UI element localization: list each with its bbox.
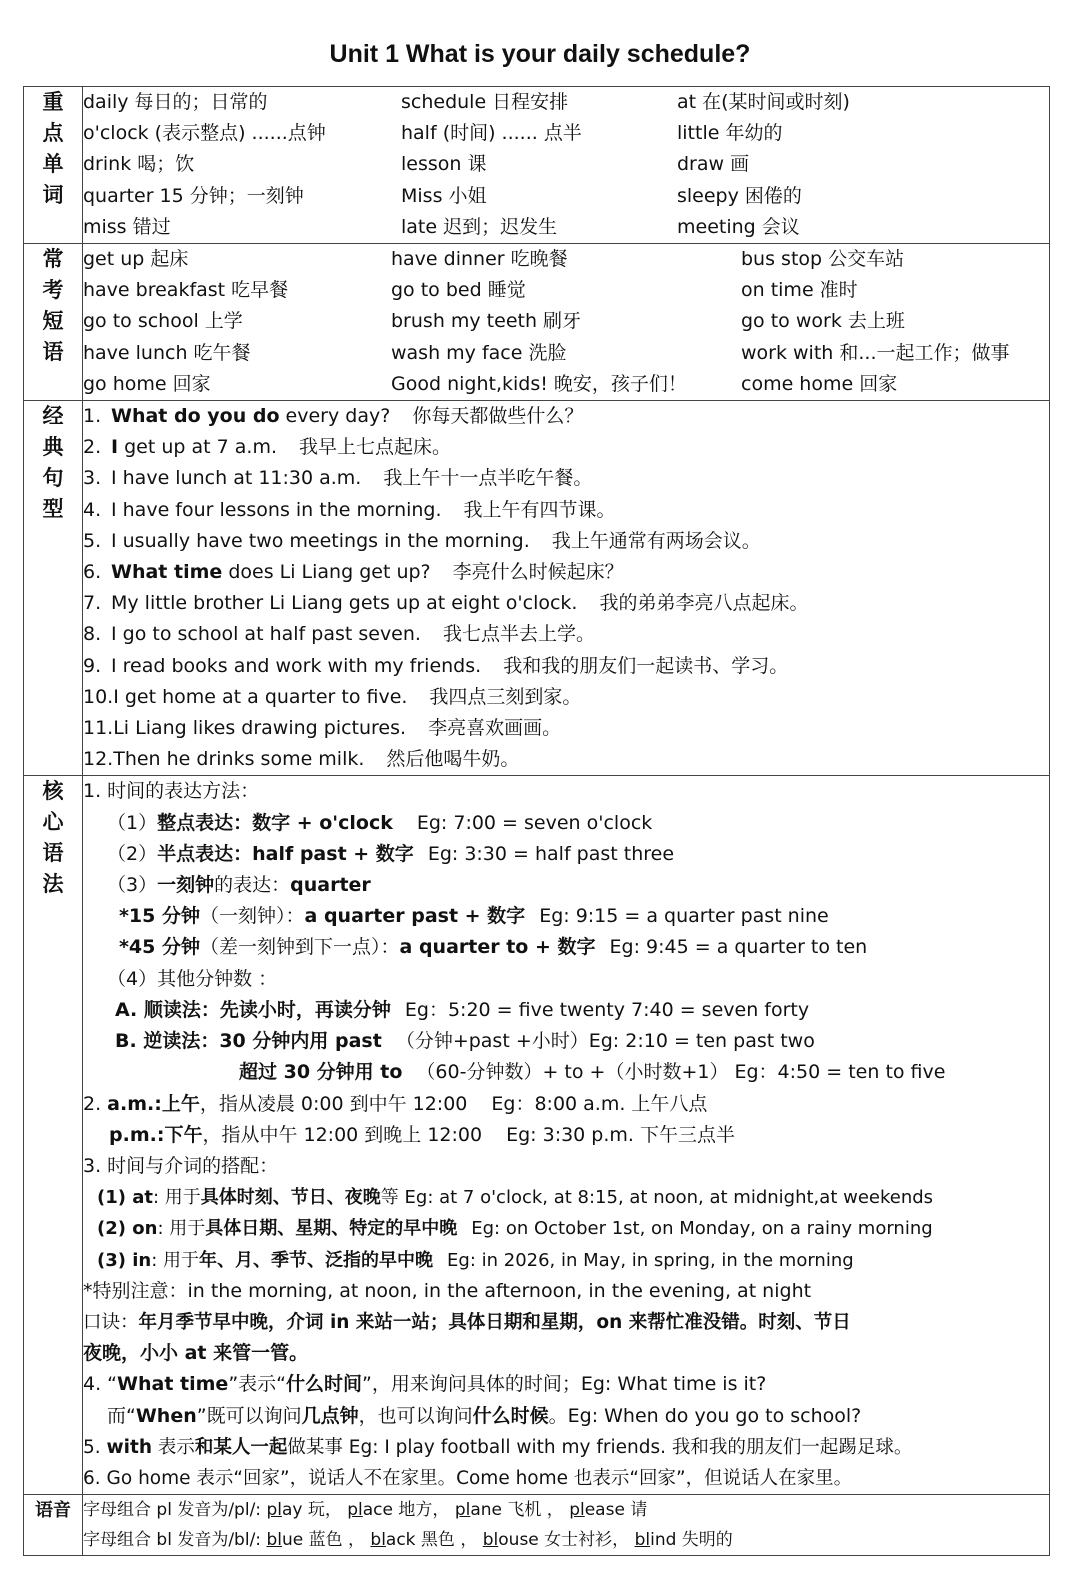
word-entry: miss 错过 bbox=[83, 215, 171, 238]
sentence-number: 5. bbox=[83, 529, 102, 552]
sentence-item bbox=[83, 526, 1049, 557]
grammar-line bbox=[83, 839, 1049, 870]
sentence-chinese: 我上午通常有两场会议。 bbox=[551, 529, 761, 552]
word-entry: daily 每日的；日常的 bbox=[83, 91, 268, 113]
grammar-text: *45 分钟 bbox=[119, 936, 200, 959]
phonics-rule: 字母组合 pl 发音为/pl/: bbox=[83, 1500, 262, 1521]
sentence-number: 8. bbox=[83, 623, 102, 646]
phonics-letters: pl bbox=[347, 1500, 363, 1521]
sentence-english: I have lunch at 11:30 a.m. bbox=[111, 467, 362, 490]
phonics-letters: bl bbox=[634, 1530, 651, 1551]
grammar-line bbox=[83, 1276, 1049, 1307]
phonics-letters: pl bbox=[454, 1500, 471, 1521]
grammar-line bbox=[83, 1151, 1049, 1182]
section-label-char: 单 bbox=[42, 152, 64, 176]
section-label-char: 常 bbox=[42, 247, 64, 272]
phonics-word bbox=[569, 1500, 625, 1520]
phonics-rest: ind bbox=[650, 1530, 677, 1551]
sentence-english: get up at 7 a.m. bbox=[118, 436, 277, 459]
grammar-text: ，也可以询问 bbox=[358, 1404, 473, 1427]
phonics-rest: ack bbox=[385, 1530, 416, 1551]
grammar-text: Eg: 9:45 = a quarter to ten bbox=[609, 936, 868, 959]
phonics-word bbox=[347, 1500, 393, 1520]
grammar-text: : 用于 bbox=[157, 1218, 206, 1240]
grammar-text: （差一刻钟到下一点）： bbox=[200, 936, 400, 959]
study-table bbox=[23, 86, 1050, 1556]
sentence-chinese: 李亮喜欢画画。 bbox=[428, 717, 562, 740]
sentence-item bbox=[83, 651, 1049, 682]
sentence-keyword: What time bbox=[111, 561, 223, 584]
phonics-rest: ay bbox=[281, 1500, 303, 1521]
phrase-entry: work with 和...一起工作；做事 bbox=[741, 341, 1010, 364]
grammar-line bbox=[83, 1026, 1049, 1057]
grammar-line bbox=[83, 1057, 1049, 1088]
grammar-text: ”表示“ bbox=[228, 1373, 286, 1396]
grammar-text: ，指从中午 12:00 到晚上 12:00 bbox=[202, 1123, 483, 1146]
grammar-text: 一刻钟 bbox=[157, 874, 215, 897]
phrase-entry: on time 准时 bbox=[741, 279, 858, 302]
phrase-entry: bus stop 公交车站 bbox=[741, 248, 905, 271]
grammar-text: 和某人一起 bbox=[194, 1436, 288, 1458]
phonics-letters: bl bbox=[266, 1530, 282, 1551]
phrase-entry: get up 起床 bbox=[83, 248, 189, 271]
word-entry: draw 画 bbox=[677, 153, 750, 176]
grammar-text: ，指从凌晨 0:00 到中午 12:00 bbox=[199, 1092, 468, 1115]
sentence-number: 6. bbox=[83, 561, 102, 584]
phrase-entry: Good night,kids! 晚安，孩子们！ bbox=[391, 372, 687, 395]
grammar-line bbox=[83, 1245, 1049, 1276]
section-label-char: 核 bbox=[42, 779, 64, 804]
sentence-item bbox=[83, 463, 1049, 494]
sentence-number: 1. bbox=[83, 405, 102, 428]
phrase-entry: go home 回家 bbox=[83, 372, 211, 395]
sentence-english: I get home at a quarter to five. bbox=[113, 685, 408, 708]
grammar-text: 下午 bbox=[164, 1123, 203, 1146]
phonics-meaning: 蓝色 ， bbox=[303, 1530, 365, 1551]
grammar-text: What time bbox=[117, 1373, 229, 1396]
sentences-row bbox=[24, 401, 1050, 776]
grammar-text: 5. bbox=[83, 1436, 107, 1458]
grammar-text: 超过 30 分钟用 to bbox=[239, 1061, 403, 1084]
phonics-rest: ouse bbox=[498, 1530, 539, 1551]
grammar-line bbox=[83, 901, 1049, 932]
grammar-line bbox=[83, 1182, 1049, 1213]
grammar-text: a quarter to + 数字 bbox=[399, 936, 596, 959]
phonics-word bbox=[635, 1530, 677, 1550]
words-section-label bbox=[24, 87, 83, 244]
sentence-english: My little brother Li Liang gets up at eight o'clock. bbox=[111, 592, 578, 615]
phrase-entry: brush my teeth 刷牙 bbox=[391, 310, 582, 333]
sentence-item bbox=[83, 619, 1049, 650]
grammar-text: Eg: on October 1st, on Monday, on a rainy morning bbox=[471, 1218, 933, 1240]
sentence-item bbox=[83, 744, 1049, 775]
grammar-text: 整点表达：数字 + o'clock bbox=[157, 811, 393, 834]
sentence-number: 12. bbox=[83, 748, 114, 771]
sentence-item bbox=[83, 495, 1049, 526]
sentence-chinese: 你每天都做些什么？ bbox=[412, 405, 584, 428]
section-label-char: 经 bbox=[42, 404, 64, 429]
sentence-english: I go to school at half past seven. bbox=[111, 623, 421, 646]
phonics-letters: pl bbox=[569, 1500, 585, 1521]
sentence-english: Li Liang likes drawing pictures. bbox=[113, 717, 407, 740]
phonics-meaning: 地方， bbox=[393, 1500, 450, 1521]
grammar-text: 几点钟 bbox=[301, 1404, 359, 1427]
grammar-text: When bbox=[135, 1404, 197, 1427]
word-entry: late 迟到；迟发生 bbox=[401, 215, 558, 238]
phrase-entry: go to school 上学 bbox=[83, 310, 243, 333]
sentence-number: 3. bbox=[83, 467, 102, 490]
phonics-word bbox=[455, 1500, 502, 1520]
grammar-text: 做某事 Eg: I play football with my friends. 我和我的朋友们一起踢足球。 bbox=[287, 1436, 913, 1458]
grammar-text: (3) in bbox=[97, 1249, 152, 1271]
sentence-item bbox=[83, 432, 1049, 463]
phrase-entry: have dinner 吃晚餐 bbox=[391, 248, 568, 271]
phonics-meaning: 飞机 ， bbox=[501, 1500, 564, 1521]
sentence-english: I read books and work with my friends. bbox=[111, 654, 482, 677]
phrase-entry: have breakfast 吃早餐 bbox=[83, 279, 289, 302]
grammar-text: 的表达： bbox=[214, 874, 291, 897]
grammar-line bbox=[83, 870, 1049, 901]
grammar-text: （3） bbox=[107, 874, 158, 897]
grammar-text: with bbox=[106, 1436, 152, 1458]
grammar-line bbox=[83, 808, 1049, 839]
grammar-line bbox=[83, 1213, 1049, 1244]
sentence-keyword: I bbox=[111, 436, 119, 459]
sentence-chinese: 我四点三刻到家。 bbox=[429, 685, 582, 708]
grammar-text: 而“ bbox=[107, 1404, 136, 1427]
sentence-chinese: 我早上七点起床。 bbox=[299, 436, 452, 459]
grammar-text: a.m.: bbox=[107, 1092, 162, 1115]
section-label-char: 型 bbox=[42, 497, 64, 522]
grammar-text: a quarter past + 数字 bbox=[304, 905, 526, 928]
phonics-meaning: 女士衬衫， bbox=[538, 1530, 630, 1551]
grammar-text: （分钟+past +小时）Eg: 2:10 = ten past two bbox=[395, 1030, 815, 1053]
grammar-text: Eg：5:20 = five twenty 7:40 = seven forty bbox=[404, 998, 810, 1021]
grammar-text: 年月季节早中晚，介词 in 来站一站；具体日期和星期，on 来帮忙准没错。时刻、节日 bbox=[138, 1311, 851, 1333]
grammar-text: 1. 时间的表达方法： bbox=[83, 780, 260, 803]
section-label-char: 点 bbox=[42, 121, 64, 145]
section-label-char: 法 bbox=[42, 872, 64, 897]
grammar-text: Eg: in 2026, in May, in spring, in the morning bbox=[447, 1249, 854, 1271]
phonics-content bbox=[83, 1495, 1050, 1556]
grammar-text: 口诀： bbox=[83, 1311, 139, 1333]
grammar-content bbox=[83, 776, 1050, 1495]
phonics-rest: ease bbox=[584, 1500, 625, 1521]
grammar-text: 具体时刻、节日、夜晚 bbox=[200, 1187, 381, 1209]
phonics-rest: ane bbox=[470, 1500, 502, 1521]
sentence-keyword: What do you do bbox=[111, 405, 280, 428]
phonics-meaning: 失明的 bbox=[676, 1530, 733, 1551]
word-entry: drink 喝；饮 bbox=[83, 153, 195, 176]
sentence-chinese: 我的弟弟李亮八点起床。 bbox=[599, 592, 809, 615]
grammar-text: 年、月、季节、泛指的早中晚 bbox=[199, 1249, 434, 1271]
phrase-entry: go to bed 睡觉 bbox=[391, 279, 526, 302]
sentence-chinese: 我和我的朋友们一起读书、学习。 bbox=[503, 654, 789, 677]
grammar-text: A. 顺读法：先读小时，再读分钟 bbox=[115, 998, 391, 1021]
word-entry: little 年幼的 bbox=[677, 122, 783, 145]
sentence-number: 2. bbox=[83, 436, 102, 459]
sentence-number: 7. bbox=[83, 592, 102, 615]
grammar-text: ”，用来询问具体的时间；Eg: What time is it? bbox=[362, 1373, 767, 1396]
page-title: Unit 1 What is your daily schedule? bbox=[329, 40, 751, 68]
sentence-english: I usually have two meetings in the morning. bbox=[111, 529, 530, 552]
grammar-line bbox=[83, 995, 1049, 1026]
section-label-char: 语 bbox=[42, 340, 64, 365]
sentence-item bbox=[83, 713, 1049, 744]
grammar-line bbox=[83, 964, 1049, 995]
phonics-letters: bl bbox=[370, 1530, 386, 1551]
grammar-text: *15 分钟 bbox=[119, 905, 200, 928]
grammar-text: （2） bbox=[107, 842, 158, 865]
phrase-entry: wash my face 洗脸 bbox=[391, 341, 567, 364]
grammar-text: Eg: 3:30 = half past three bbox=[427, 842, 675, 865]
phrases-grid bbox=[83, 244, 1049, 400]
sentence-number: 11. bbox=[83, 717, 114, 740]
word-entry: sleepy 困倦的 bbox=[677, 184, 802, 207]
grammar-text: : 用于 bbox=[153, 1187, 201, 1209]
sentence-english: I have four lessons in the morning. bbox=[111, 498, 442, 521]
section-label-char: 词 bbox=[42, 183, 64, 207]
phonics-row bbox=[24, 1495, 1050, 1556]
word-entry: Miss 小姐 bbox=[401, 184, 487, 207]
grammar-line bbox=[83, 776, 1049, 807]
sentence-english: every day? bbox=[279, 405, 391, 428]
grammar-line bbox=[83, 1463, 1049, 1494]
sentence-item bbox=[83, 682, 1049, 713]
phonics-word bbox=[483, 1530, 539, 1550]
phrase-entry: come home 回家 bbox=[741, 372, 898, 395]
grammar-text: 什么时候 bbox=[472, 1404, 549, 1427]
section-label-char: 典 bbox=[42, 435, 64, 460]
sentence-number: 9. bbox=[83, 654, 102, 677]
grammar-text: Eg: 9:15 = a quarter past nine bbox=[539, 905, 829, 928]
section-label-char: 句 bbox=[42, 466, 64, 491]
sentence-item bbox=[83, 401, 1049, 432]
grammar-text: 3. 时间与介词的搭配： bbox=[83, 1154, 279, 1177]
phonics-meaning: 请 bbox=[624, 1500, 648, 1521]
grammar-text: (2) on bbox=[97, 1218, 158, 1240]
grammar-text: *特别注意：in the morning, at noon, in the afternoon, in the evening, at night bbox=[83, 1279, 812, 1302]
grammar-text: : 用于 bbox=[151, 1249, 200, 1271]
phonics-line-bl bbox=[83, 1525, 1049, 1555]
grammar-text: （4）其他分钟数 ： bbox=[107, 967, 278, 990]
grammar-text: 等 Eg: at 7 o'clock, at 8:15, at noon, at midnight,at weekends bbox=[380, 1187, 934, 1209]
grammar-line bbox=[83, 1369, 1049, 1400]
grammar-text: 具体日期、星期、特定的早中晚 bbox=[205, 1218, 458, 1240]
phonics-word bbox=[266, 1530, 303, 1550]
phrase-entry: go to work 去上班 bbox=[741, 310, 905, 333]
word-entry: schedule 日程安排 bbox=[401, 91, 569, 113]
grammar-section-label bbox=[24, 776, 83, 1495]
word-entry: o'clock (表示整点) ......点钟 bbox=[83, 122, 326, 145]
phrases-content bbox=[83, 244, 1050, 401]
sentence-chinese: 然后他喝牛奶。 bbox=[386, 748, 520, 771]
phrases-row bbox=[24, 244, 1050, 401]
words-grid bbox=[83, 87, 1049, 243]
phrase-entry: have lunch 吃午餐 bbox=[83, 341, 251, 364]
phrases-section-label bbox=[24, 244, 83, 401]
word-entry: lesson 课 bbox=[401, 153, 487, 176]
phonics-line-pl bbox=[83, 1495, 1049, 1525]
words-content bbox=[83, 87, 1050, 244]
phonics-word bbox=[266, 1500, 302, 1520]
section-label-char: 心 bbox=[42, 810, 64, 835]
grammar-text: p.m.: bbox=[109, 1123, 165, 1146]
grammar-text: Eg：8:00 a.m. 上午八点 bbox=[491, 1092, 708, 1115]
grammar-text: 4. “ bbox=[83, 1373, 118, 1396]
sentence-item bbox=[83, 588, 1049, 619]
sentence-chinese: 我七点半去上学。 bbox=[442, 623, 595, 646]
grammar-text: (1) at bbox=[97, 1187, 153, 1209]
word-entry: quarter 15 分钟；一刻钟 bbox=[83, 184, 304, 207]
grammar-row bbox=[24, 776, 1050, 1495]
grammar-text: 上午 bbox=[161, 1092, 200, 1115]
phonics-letters: bl bbox=[482, 1530, 499, 1551]
phonics-letters: pl bbox=[266, 1500, 282, 1521]
phonics-word bbox=[370, 1530, 415, 1550]
phonics-meaning: 黑色 ， bbox=[415, 1530, 478, 1551]
sentence-number: 4. bbox=[83, 498, 102, 521]
sentence-item bbox=[83, 557, 1049, 588]
word-entry: meeting 会议 bbox=[677, 215, 800, 238]
sentences-section-label bbox=[24, 401, 83, 776]
grammar-line bbox=[83, 1401, 1049, 1432]
grammar-text: 什么时间 bbox=[286, 1373, 363, 1396]
grammar-text: 半点表达：half past + 数字 bbox=[157, 842, 414, 865]
words-row bbox=[24, 87, 1050, 244]
grammar-line bbox=[83, 1120, 1049, 1151]
grammar-line bbox=[83, 1338, 1049, 1369]
grammar-line bbox=[83, 1432, 1049, 1463]
sentence-english: does Li Liang get up? bbox=[222, 561, 431, 584]
sentence-chinese: 我上午十一点半吃午餐。 bbox=[383, 467, 593, 490]
grammar-text: B. 逆读法：30 分钟内用 past bbox=[115, 1030, 382, 1053]
sentence-chinese: 李亮什么时候起床？ bbox=[452, 561, 624, 584]
word-entry: half (时间) ...... 点半 bbox=[401, 122, 582, 145]
section-label-char: 重 bbox=[42, 90, 64, 114]
phonics-meaning: 玩， bbox=[302, 1500, 342, 1521]
sentence-english: Then he drinks some milk. bbox=[113, 748, 365, 771]
grammar-text: 夜晚，小小 at 来管一管。 bbox=[83, 1342, 309, 1365]
grammar-text: （一刻钟）： bbox=[200, 905, 305, 928]
grammar-text: quarter bbox=[290, 874, 371, 897]
grammar-text: （1） bbox=[107, 811, 158, 834]
phonics-section-label: 语音 bbox=[24, 1495, 83, 1556]
phonics-rest: ue bbox=[281, 1530, 304, 1551]
grammar-line bbox=[83, 932, 1049, 963]
grammar-text: ”既可以询问 bbox=[196, 1404, 302, 1427]
grammar-text: 。Eg: When do you go to school? bbox=[548, 1404, 862, 1427]
grammar-text: 6. Go home 表示“回家”，说话人不在家里。Come home 也表示“回家”，但说话人在家里。 bbox=[83, 1467, 853, 1489]
section-label-char: 考 bbox=[42, 278, 64, 303]
grammar-text: （60-分钟数）+ to +（小时数+1） Eg：4:50 = ten to five bbox=[416, 1061, 946, 1084]
sentences-content bbox=[83, 401, 1050, 776]
grammar-text: Eg: 7:00 = seven o'clock bbox=[416, 811, 653, 834]
sentence-number: 10. bbox=[83, 685, 114, 708]
section-label-char: 短 bbox=[42, 309, 64, 334]
grammar-line bbox=[83, 1307, 1049, 1338]
section-label-char: 语 bbox=[42, 841, 64, 866]
grammar-text: 表示 bbox=[152, 1436, 195, 1458]
word-entry: at 在(某时间或时刻) bbox=[677, 91, 850, 113]
grammar-text: Eg: 3:30 p.m. 下午三点半 bbox=[506, 1123, 735, 1146]
grammar-line: 2. a.m.:上午，指从凌晨 0:00 到中午 12:00 Eg：8:00 a.m. 上午八点 bbox=[83, 1092, 708, 1115]
sentence-chinese: 我上午有四节课。 bbox=[463, 498, 616, 521]
phonics-rule: 字母组合 bl 发音为/bl/: bbox=[83, 1530, 262, 1551]
phonics-rest: ace bbox=[362, 1500, 393, 1521]
